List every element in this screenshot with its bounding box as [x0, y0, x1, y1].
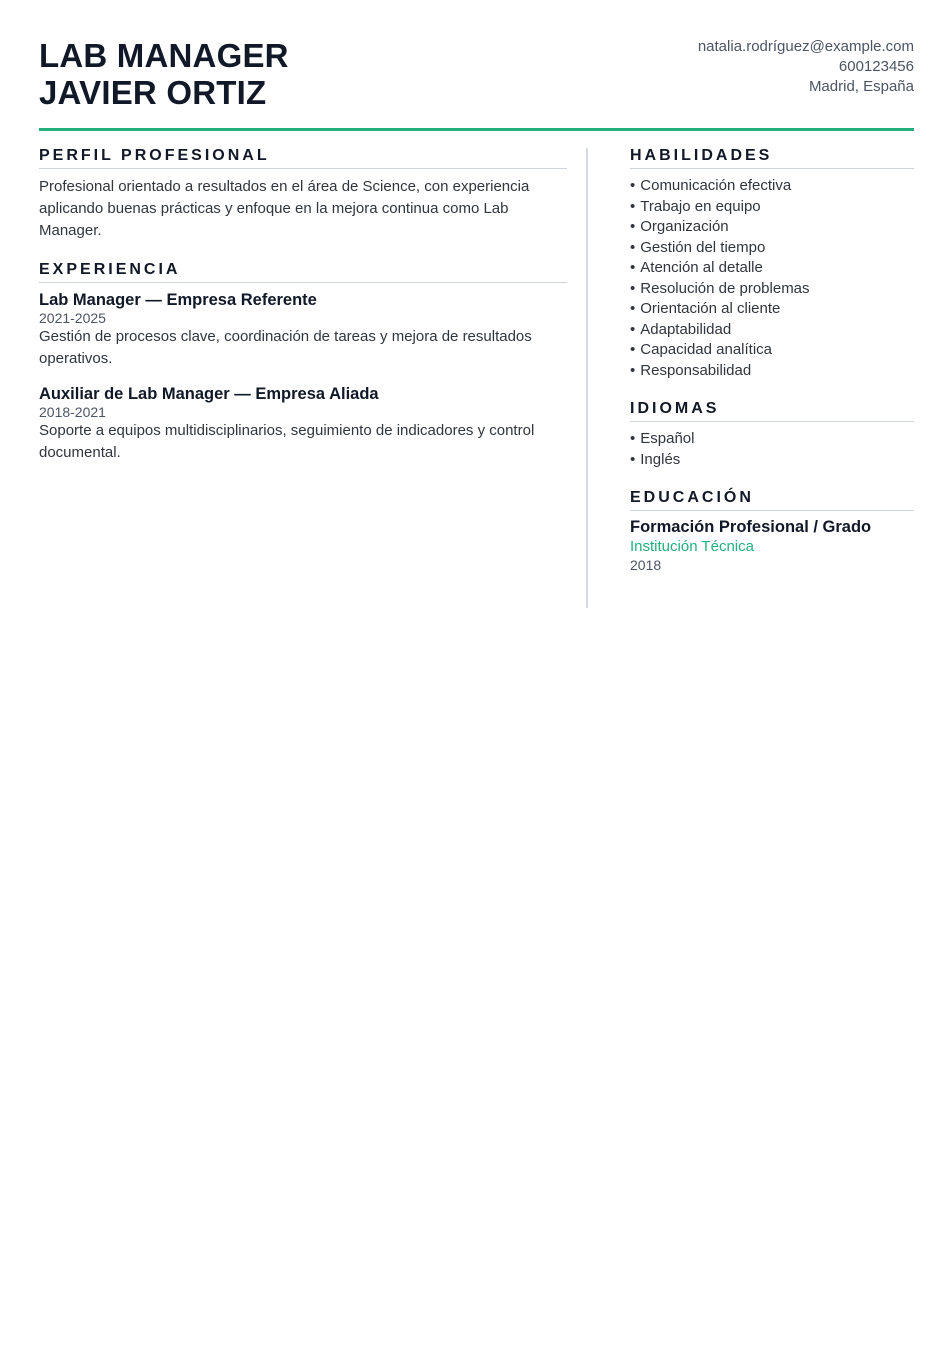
skill-item: • Orientación al cliente [630, 299, 914, 320]
skill-item: • Gestión del tiempo [630, 238, 914, 259]
name-title-line: LAB MANAGER [39, 37, 289, 74]
column-divider [586, 148, 588, 608]
profile-section-title: PERFIL PROFESIONAL [39, 147, 567, 169]
education-section [630, 489, 914, 575]
skills-list [630, 176, 914, 381]
education-year: 2018 [630, 557, 662, 573]
experience-section [39, 261, 567, 464]
language-item: • Español [630, 429, 914, 450]
education-institution: Institución Técnica [630, 538, 754, 555]
job-dates: 2021-2025 [39, 310, 106, 326]
skill-item: • Trabajo en equipo [630, 197, 914, 218]
education-section-title: EDUCACIÓN [630, 489, 914, 511]
job-title: Auxiliar de Lab Manager — Empresa Aliada [39, 385, 379, 403]
job-description: Soporte a equipos multidisciplinarios, seguimiento de indicadores y control documental. [39, 422, 535, 461]
job-entry [39, 290, 567, 370]
left-column [39, 147, 567, 478]
skill-item: • Adaptabilidad [630, 320, 914, 341]
right-column [630, 147, 914, 575]
language-item: • Inglés [630, 450, 914, 471]
resume-header [39, 37, 914, 117]
contact-location: Madrid, España [808, 78, 914, 95]
experience-section-title: EXPERIENCIA [39, 261, 567, 283]
skills-section [630, 147, 914, 381]
candidate-name: JAVIER ORTIZ [39, 74, 267, 111]
contact-phone: 600123456 [838, 58, 914, 75]
profile-section [39, 147, 567, 242]
skill-item: • Capacidad analítica [630, 340, 914, 361]
skill-item: • Responsabilidad [630, 361, 914, 382]
skill-item: • Organización [630, 217, 914, 238]
skill-item: • Resolución de problemas [630, 279, 914, 300]
languages-section [630, 400, 914, 470]
skill-item: • Atención al detalle [630, 258, 914, 279]
job-dates: 2018-2021 [39, 404, 106, 420]
contact-email: natalia.rodríguez@example.com [697, 38, 914, 55]
job-entry [39, 384, 567, 464]
education-degree: Formación Profesional / Grado [630, 518, 872, 536]
profile-text: Profesional orientado a resultados en el área de Science, con experiencia aplicando buenas prácticas y enfoque en la mejora continua como Lab Manager. [39, 178, 530, 239]
skill-item: • Comunicación efectiva [630, 176, 914, 197]
job-description: Gestión de procesos clave, coordinación de tareas y mejora de resultados operativos. [39, 328, 532, 367]
job-title: Lab Manager — Empresa Referente [39, 291, 317, 309]
contact-info [698, 37, 914, 97]
header-accent-rule [39, 128, 914, 131]
languages-list [630, 429, 914, 470]
skills-section-title: HABILIDADES [630, 147, 914, 169]
languages-section-title: IDIOMAS [630, 400, 914, 422]
